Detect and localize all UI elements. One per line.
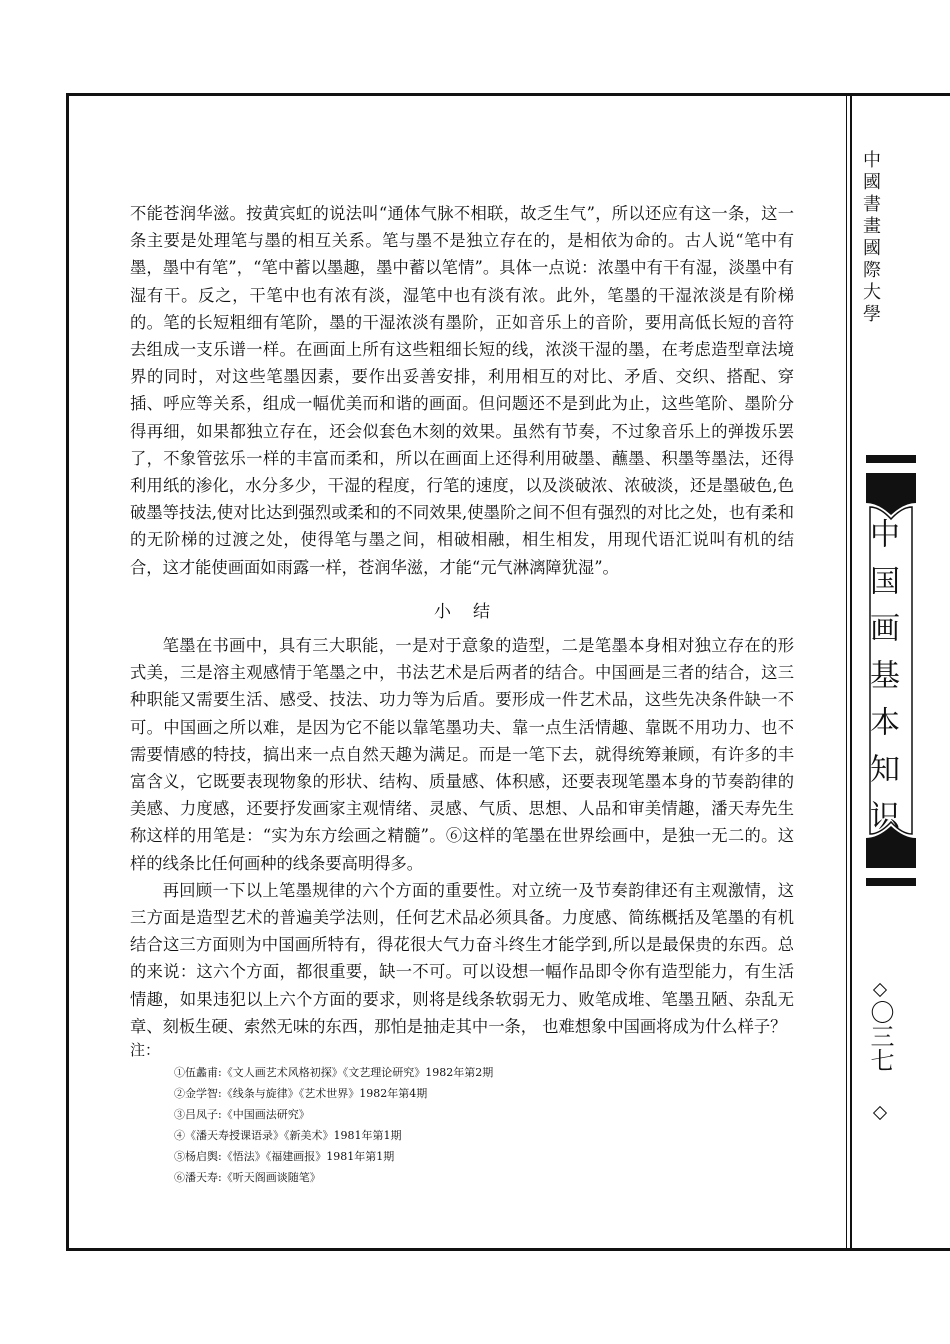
book-title: 中国画基本知识	[864, 518, 899, 847]
margin-rule	[846, 93, 847, 1251]
footnote: ③吕凤子:《中国画法研究》	[174, 1108, 310, 1122]
band-bottom	[866, 878, 916, 886]
footnote: ②金学智:《线条与旋律》《艺术世界》1982年第4期	[174, 1087, 428, 1101]
footnotes	[174, 1062, 794, 1188]
band-top	[866, 455, 916, 463]
main-text	[130, 200, 794, 1188]
footnote: ⑥潘天寿:《听天阁画谈随笔》	[174, 1171, 321, 1185]
section-title: 小结	[434, 601, 512, 622]
institution-name: 中國書畫國際大學	[860, 150, 881, 326]
margin-rule	[850, 93, 852, 1251]
page-number: 〇三七	[866, 1000, 894, 1072]
footnote: ⑤杨启舆:《悟法》《福建画报》1981年第1期	[174, 1150, 395, 1164]
paragraph: 笔墨在书画中，具有三大职能，一是对于意象的造型，二是笔墨本身相对独立存在的形式美，三是溶主观感情于笔墨之中，书法艺术是后两者的结合。中国画是三者的结合，这三种职能又需要生活、感受、技法、功力等为后盾。要形成一件艺术品，这些先决条件缺一不可。中国画之所以难，是因为它不能以靠笔墨功夫、靠一点生活情趣、靠既不用功力、也不需要情感的特技，搞出来一点自然天趣为满足。而是一笔下去，就得统筹兼顾，有许多的丰富含义，它既要表现物象的形状、结构、质量感、体积感，还要表现笔墨本身的节奏韵律的美感、力度感，还要抒发画家主观情绪、灵感、气质、思想、人品和审美情趣，潘天寿先生称这样的用笔是：“实为东方绘画之精髓”。⑥这样的笔墨在世界绘画中，是独一无二的。这样的线条比任何画种的线条要高明得多。	[130, 636, 794, 873]
notes-title: 注：	[130, 1041, 161, 1060]
footnote: ①伍蠡甫:《文人画艺术风格初探》《文艺理论研究》1982年第2期	[174, 1066, 494, 1080]
paragraph: 再回顾一下以上笔墨规律的六个方面的重要性。对立统一及节奏韵律还有主观激情，这三方面是造型艺术的普遍美学法则，任何艺术品必须具备。力度感、简练概括及笔墨的有机结合这三方面则为中国画所特有，得花很大气力奋斗终生才能学到,所以是最保贵的东西。总的来说：这六个方面，都很重要，缺一不可。可以设想一幅作品即令你有造型能力，有生活情趣，如果违犯以上六个方面的要求，则将是线条软弱无力、败笔成堆、笔墨丑陋、杂乱无章、刻板生硬、索然无味的东西，那怕是抽走其中一条， 也难想象中国画将成为什么样子？	[130, 880, 794, 1036]
footnote: ④《潘天寿授课语录》《新美术》1981年第1期	[174, 1129, 402, 1143]
paragraph: 不能苍润华滋。按黄宾虹的说法叫“通体气脉不相联，故乏生气”，所以还应有这一条，这一条主要是处理笔与墨的相互关系。笔与墨不是独立存在的，是相依为命的。古人说“笔中有墨，墨中有笔”，“笔中蓄以墨趣，墨中蓄以笔情”。具体一点说：浓墨中有干有湿，淡墨中有湿有干。反之，干笔中也有浓有淡，湿笔中也有淡有浓。此外，笔墨的干湿浓淡是有阶梯的。笔的长短粗细有笔阶，墨的干湿浓淡有墨阶，正如音乐上的音阶，要用高低长短的音符去组成一支乐谱一样。在画面上所有这些粗细长短的线，浓淡干湿的墨，在考虑造型章法境界的同时，对这些笔墨因素，要作出妥善安排，利用相互的对比、矛盾、交织、搭配、穿插、呼应等关系，组成一幅优美而和谐的画面。但问题还不是到此为止，这些笔阶、墨阶分得再细，如果都独立存在，还会似套色木刻的效果。虽然有节奏，不过象音乐上的弹拨乐罢了，不象管弦乐一样的丰富而柔和，所以在画面上还得利用破墨、蘸墨、积墨等墨法，还得利用纸的渗化，水分多少，干湿的程度，行笔的速度，以及淡破浓、浓破淡，还是墨破色,色破墨等技法,使对比达到强烈或柔和的不同效果,使墨阶之间不但有强烈的对比之处，也有柔和的无阶梯的过渡之处，使得笔与墨之间，相破相融，相生相发，用现代语汇说叫有机的结合，这才能使画面如雨露一样，苍润华滋，才能“元气淋漓障犹湿”。	[130, 204, 794, 577]
